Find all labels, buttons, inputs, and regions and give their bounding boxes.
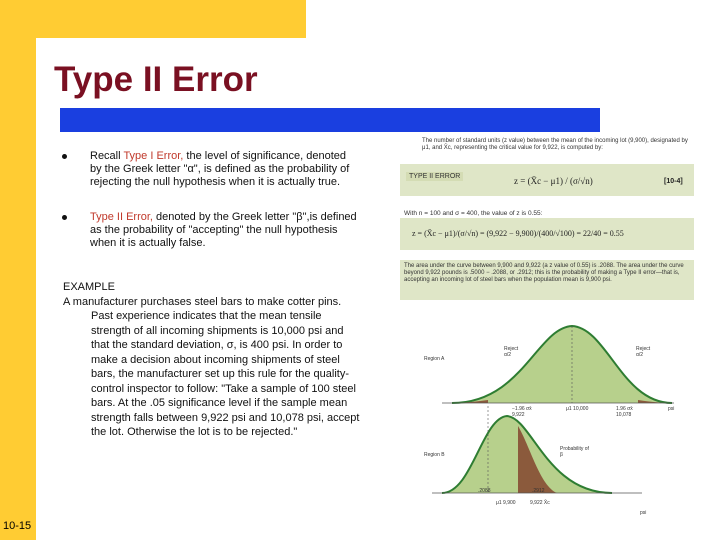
region-a-label: Region A	[424, 356, 445, 362]
top-axis-label: −1.96 σx̄ 9,922	[512, 406, 532, 418]
bullet-type-two	[62, 211, 360, 250]
top-axis-label: psi	[668, 406, 675, 412]
reject-left-label: Reject α/2	[504, 346, 519, 358]
formula-tag: TYPE II ERROR	[406, 172, 463, 181]
bottom-axis-label: 9,922 X̄c	[530, 500, 550, 506]
bullet-text: the level of significance, denoted by the Greek letter "α", is defined as the probability of rejecting the null hypothesis when it is actually true.	[90, 150, 350, 188]
bullet-highlight: Type II Error,	[90, 211, 153, 223]
bullet-dot-icon	[62, 215, 67, 220]
conclusion-text: The area under the curve between 9,900 and 9,922 (a z value of 0.55) is .2088. The area under the curve beyond 9,922 pounds is .5000 − .2088, or .2912; this is the probability of making a Type II error—that is, accepting an incoming lot of steel bars when the population mean is 9,900 psi.	[404, 263, 684, 283]
calc-intro: With n = 100 and σ = 400, the value of z is 0.55:	[404, 210, 543, 217]
example-heading: EXAMPLE	[63, 281, 115, 293]
bullet-highlight: Type I Error,	[123, 150, 184, 162]
calc-formula: z = (X̄c − μ1)/(σ/√n) = (9,922 − 9,900)/(400/√100) = 22/40 = 0.55	[412, 229, 624, 238]
panel-intro: The number of standard units (z value) between the mean of the incoming lot (9,900), designated by μ1, and X̄c, representing the critical value for 9,922, is computed by:	[422, 138, 688, 151]
bullet-text: Recall	[90, 150, 124, 162]
example-block	[63, 280, 363, 440]
formula-ref: [10-4]	[664, 178, 683, 185]
reject-right-label: Reject α/2	[636, 346, 651, 358]
bottom-axis-label: μ1 9,900	[496, 500, 516, 506]
example-text: A manufacturer purchases steel bars to make cotter pins. Past experience indicates that the mean tensile strength of all incoming shipments is 10,000 psi and that the standard deviation, σ, is 400 psi. In order to make a decision about incoming shipments of steel bars, the manufacturer set up this rule for the quality-control inspector to follow: "Take a sample of 100 steel bars. At the .05 significance level if the sample mean strength falls between 9,922 psi and 10,078 psi, accept the lot. Otherwise the lot is to be rejected."	[63, 295, 360, 438]
slide-title: Type II Error	[54, 60, 258, 99]
formula: z = (X̄c − μ1) / (σ/√n)	[514, 176, 593, 186]
bottom-axis-label: .2912	[532, 488, 545, 494]
bullet-dot-icon	[62, 154, 67, 159]
beta-label: Probability of β	[560, 446, 589, 458]
top-axis-label: μ1 10,000	[566, 406, 589, 412]
bullet-text: denoted by the Greek letter "β",is defined as the probability of "accepting" the null hypothesis when it is actually false.	[90, 211, 357, 249]
region-b-label: Region B	[424, 452, 445, 458]
bottom-axis-label: .2088	[478, 488, 491, 494]
bottom-axis-label: psi	[640, 510, 647, 516]
bullet-type-one	[62, 150, 360, 189]
top-accent-bar	[0, 0, 306, 38]
top-axis-label: 1.96 σx̄ 10,078	[616, 406, 633, 418]
title-rule	[60, 108, 600, 132]
bullet-list	[62, 150, 360, 272]
left-accent-bar	[0, 0, 36, 540]
slide-number: 10-15	[3, 520, 32, 532]
